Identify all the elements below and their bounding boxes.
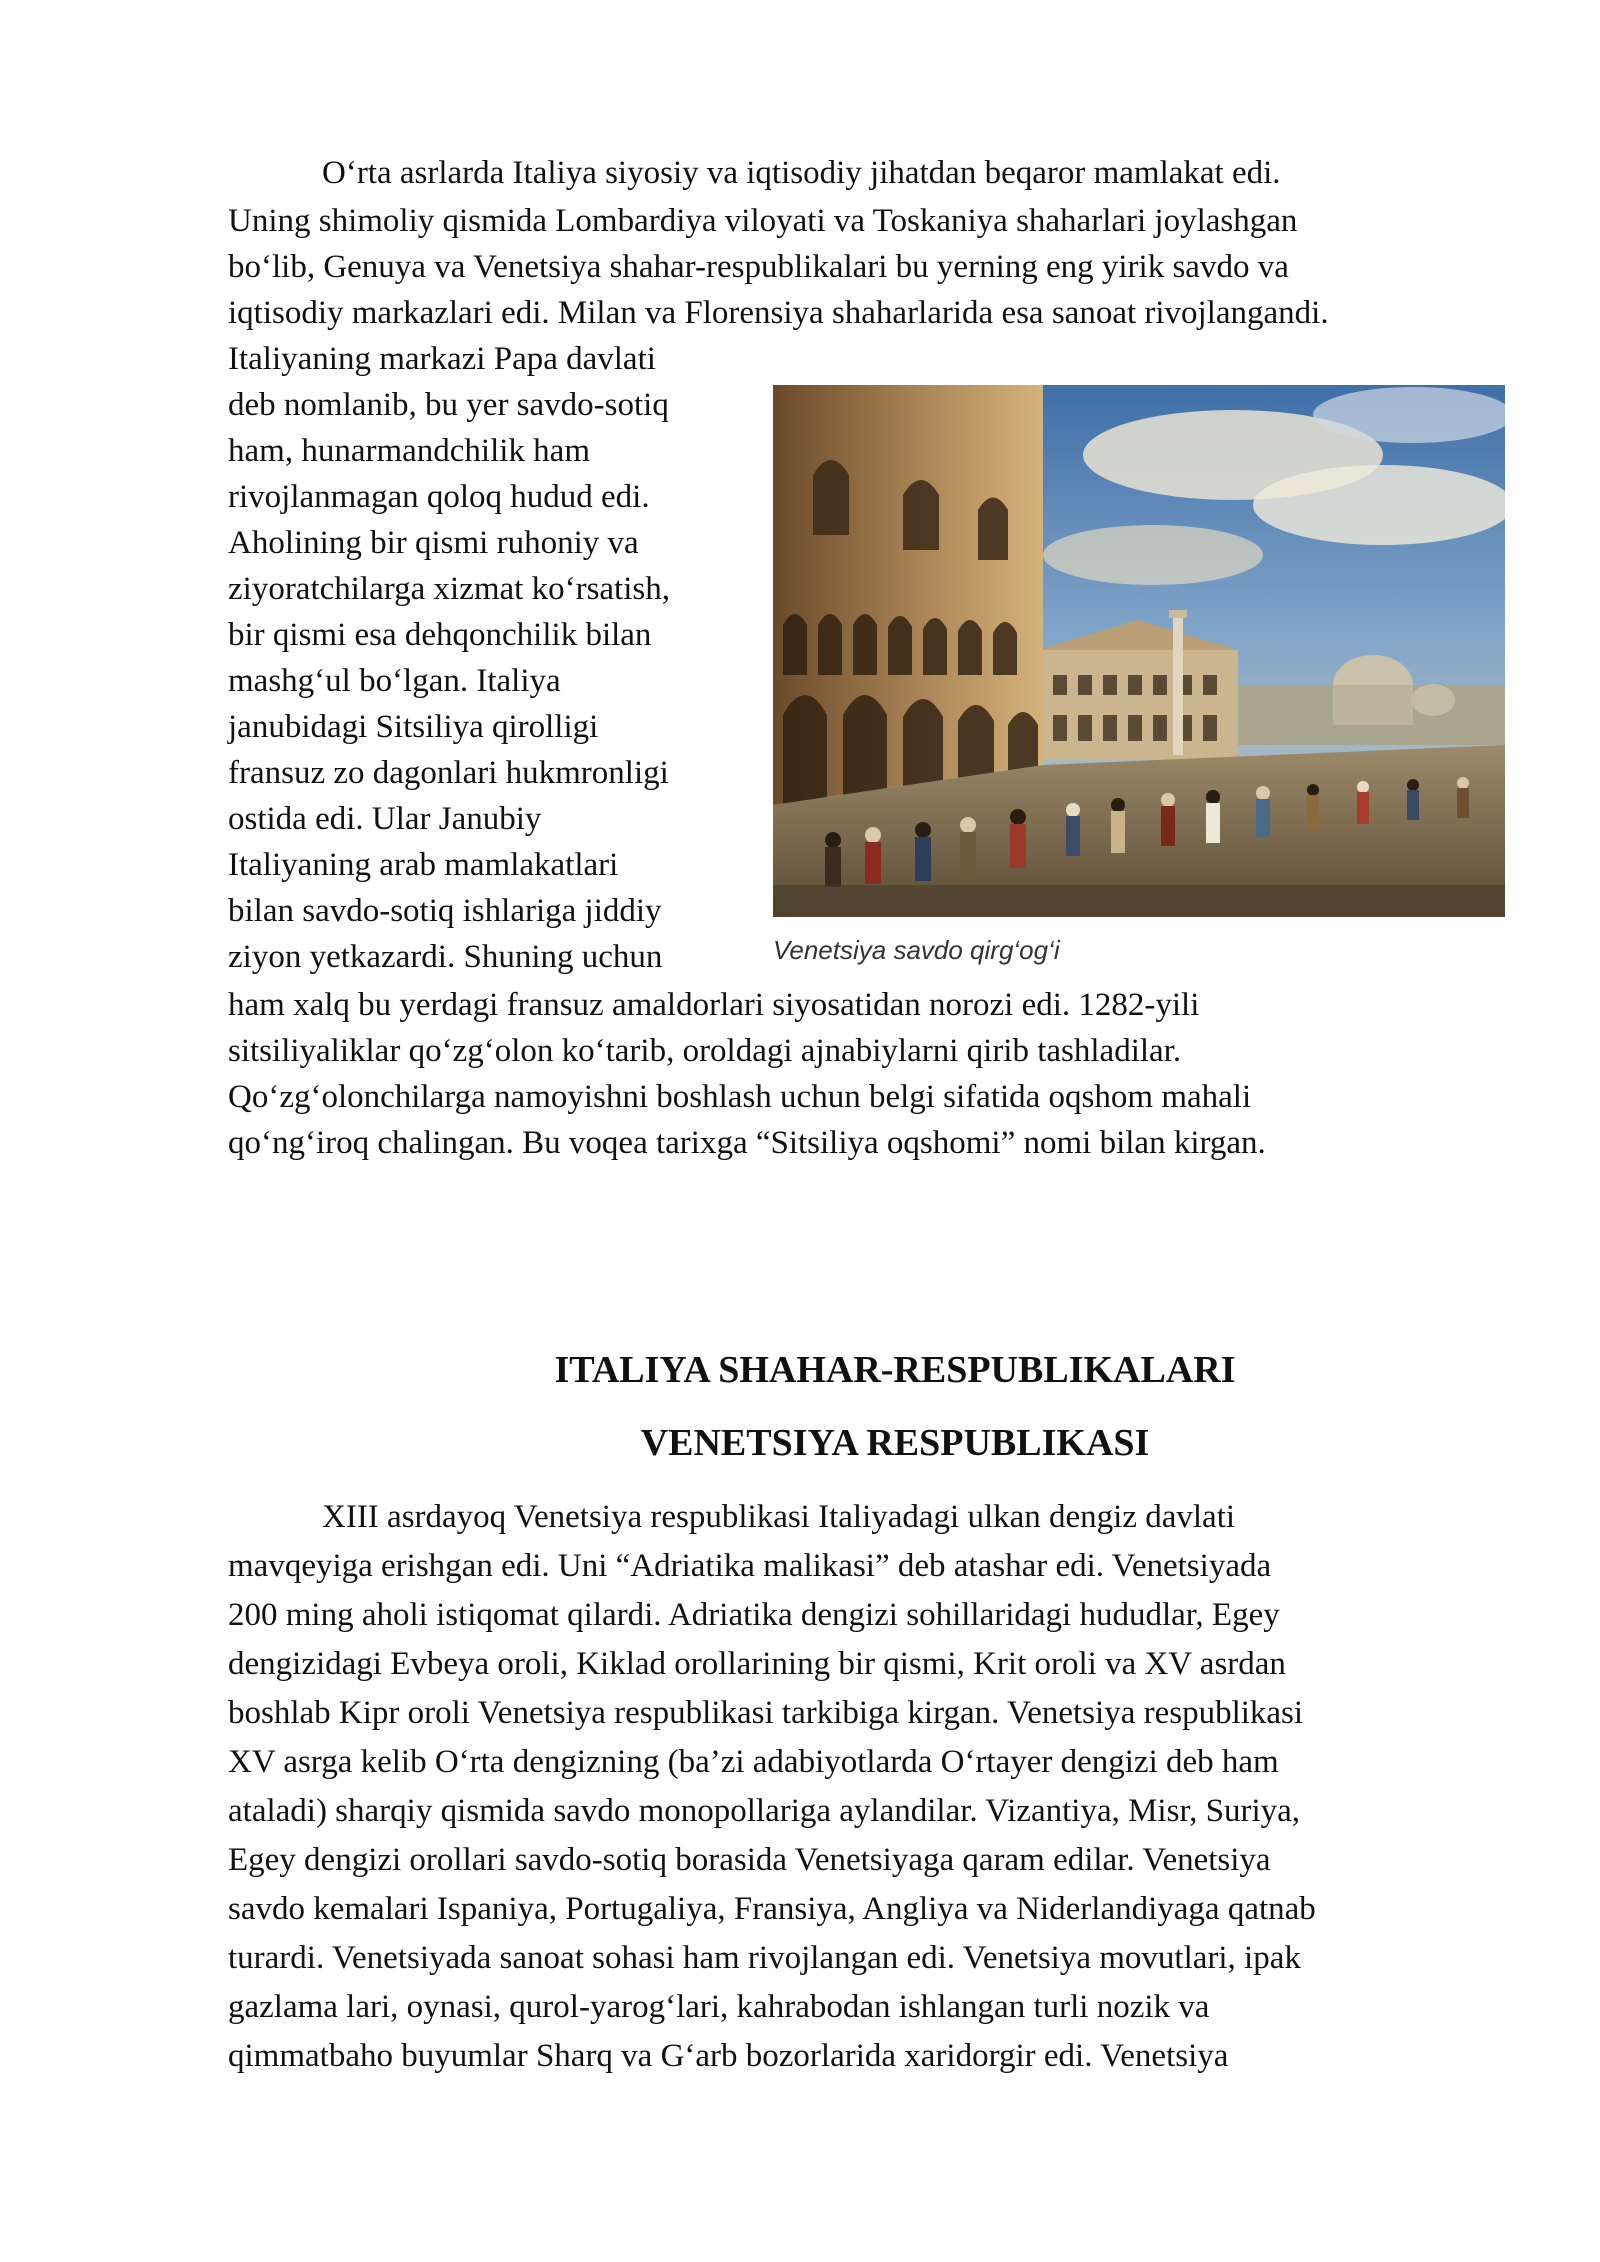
paragraph-line: janubidagi Sitsiliya qirolligi (228, 709, 599, 745)
paragraph-line: ham, hunarmandchilik ham (228, 433, 590, 469)
paragraph-line: mashg‘ul bo‘lgan. Italiya (228, 663, 561, 699)
paragraph-line: bilan savdo-sotiq ishlariga jiddiy (228, 893, 662, 929)
paragraph-line: sitsiliyaliklar qo‘zg‘olon ko‘tarib, oroldagi ajnabiylarni qirib tashladilar. (228, 1033, 1182, 1069)
section-subheading: VENETSIYA RESPUBLIKASI (640, 1422, 1150, 1464)
paragraph-line: ham xalq bu yerdagi fransuz amaldorlari siyosatidan norozi edi. 1282-yili (228, 987, 1200, 1023)
paragraph-line: mavqeyiga erishgan edi. Uni “Adriatika malikasi” deb atashar edi. Venetsiyada (228, 1548, 1272, 1584)
paragraph-line: ataladi) sharqiy qismida savdo monopollariga aylandilar. Vizantiya, Misr, Suriya, (228, 1793, 1301, 1829)
paragraph-line: XV asrga kelib O‘rta dengizning (ba’zi adabiyotlarda O‘rtayer dengizi deb ham (228, 1744, 1279, 1780)
paragraph-line: fransuz zo dagonlari hukmronligi (228, 755, 669, 791)
paragraph-line: dengizidagi Evbeya oroli, Kiklad orollarining bir qismi, Krit oroli va XV asrdan (228, 1646, 1286, 1682)
paragraph-line: O‘rta asrlarda Italiya siyosiy va iqtisodiy jihatdan beqaror mamlakat edi. (322, 155, 1281, 191)
paragraph-line: ostida edi. Ular Janubiy (228, 801, 542, 837)
paragraph-line: gazlama lari, oynasi, qurol-yarog‘lari, kahrabodan ishlangan turli nozik va (228, 1989, 1210, 2025)
paragraph-line: savdo kemalari Ispaniya, Portugaliya, Fransiya, Angliya va Niderlandiyaga qatnab (228, 1891, 1316, 1927)
paragraph-line: qo‘ng‘iroq chalingan. Bu voqea tarixga “Sitsiliya oqshomi” nomi bilan kirgan. (228, 1125, 1266, 1161)
paragraph-line: Italiyaning arab mamlakatlari (228, 847, 619, 883)
paragraph-line: iqtisodiy markazlari edi. Milan va Florensiya shaharlarida esa sanoat rivojlangandi. (228, 295, 1329, 331)
paragraph-line: ziyon yetkazardi. Shuning uchun (228, 939, 663, 975)
paragraph-line: turardi. Venetsiyada sanoat sohasi ham rivojlangan edi. Venetsiya movutlari, ipak (228, 1940, 1301, 1976)
venice-waterfront-painting (773, 385, 1505, 917)
paragraph-line: qimmatbaho buyumlar Sharq va G‘arb bozorlarida xaridorgir edi. Venetsiya (228, 2038, 1229, 2074)
paragraph-line: Uning shimoliy qismida Lombardiya viloyati va Toskaniya shaharlari joylashgan (228, 203, 1298, 239)
paragraph-line: bo‘lib, Genuya va Venetsiya shahar-respublikalari bu yerning eng yirik savdo va (228, 249, 1289, 285)
paragraph-line: XIII asrdayoq Venetsiya respublikasi Italiyadagi ulkan dengiz davlati (322, 1499, 1236, 1535)
paragraph-line: Italiyaning markazi Papa davlati (228, 341, 656, 377)
paragraph-line: rivojlanmagan qoloq hudud edi. (228, 479, 650, 515)
paragraph-line: Egey dengizi orollari savdo-sotiq borasida Venetsiyaga qaram edilar. Venetsiya (228, 1842, 1271, 1878)
paragraph-line: bir qismi esa dehqonchilik bilan (228, 617, 652, 653)
section-heading: ITALIYA SHAHAR-RESPUBLIKALARI (554, 1349, 1236, 1391)
paragraph-line: Qo‘zg‘olonchilarga namoyishni boshlash uchun belgi sifatida oqshom mahali (228, 1079, 1252, 1115)
paragraph-line: deb nomlanib, bu yer savdo-sotiq (228, 387, 669, 423)
paragraph-line: boshlab Kipr oroli Venetsiya respublikasi tarkibiga kirgan. Venetsiya respublikasi (228, 1695, 1304, 1731)
figure-caption: Venetsiya savdo qirg‘og‘i (773, 935, 1060, 965)
paragraph-line: Aholining bir qismi ruhoniy va (228, 525, 639, 561)
paragraph-line: ziyoratchilarga xizmat ko‘rsatish, (228, 571, 670, 607)
paragraph-line: 200 ming aholi istiqomat qilardi. Adriatika dengizi sohillaridagi hududlar, Egey (228, 1597, 1280, 1633)
